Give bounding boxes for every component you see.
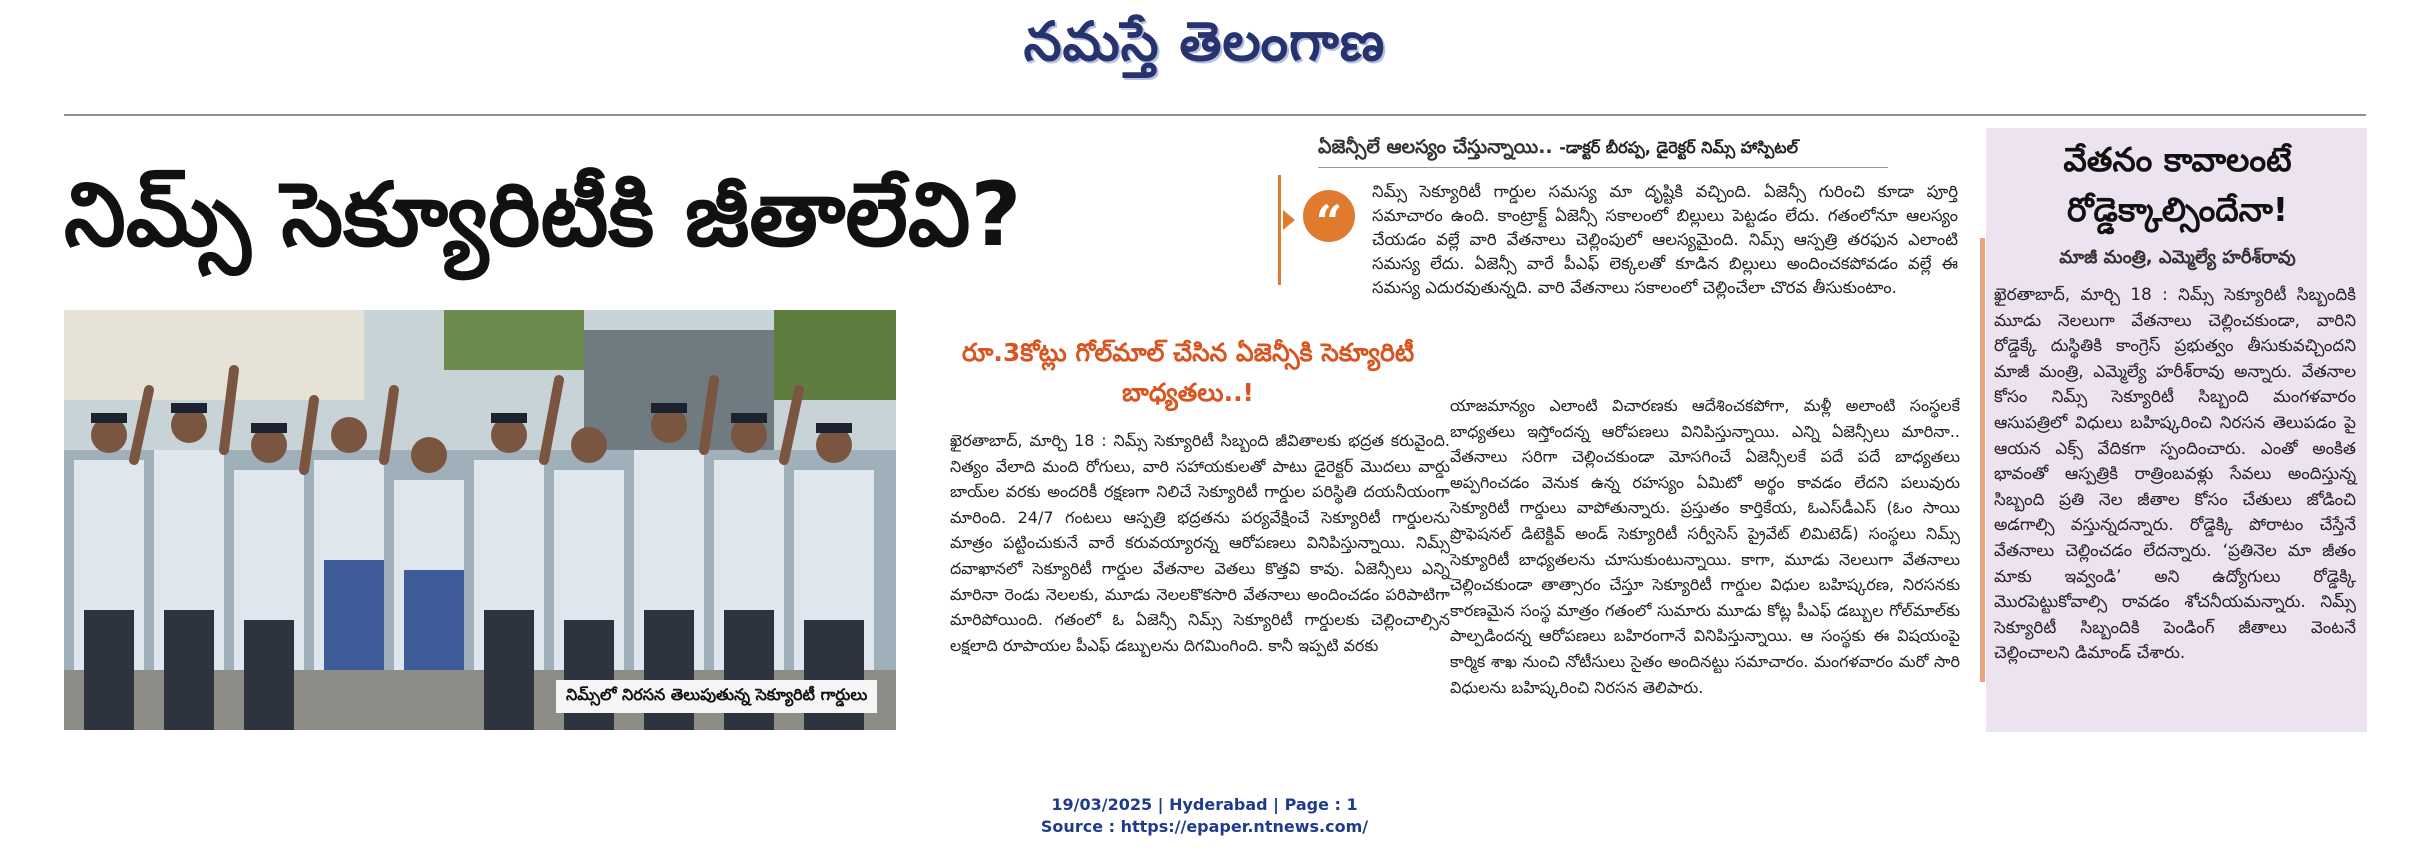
photo-caption: నిమ్స్‌లో నిరసన తెలుపుతున్న సెక్యూరిటీ గార్డులు <box>556 680 877 713</box>
quote-accent-line <box>1278 175 1281 285</box>
article-body-column-2: యాజమాన్యం ఎలాంటి విచారణకు ఆదేశించకపోగా, మళ్లీ అలాంటి సంస్థలకే బాధ్యతలు ఇస్తోందన్న ఆరోపణలు వినిపిస్తున్నాయి. ఎన్ని ఏజెన్సీలు మారినా.. వేతనాలు సరిగా చెల్లించకుండా మోసగించే ఏజెన్సీలకే పదే పదే బాధ్యతలు అప్పగించడం వెనుక ఉన్న రహస్యం ఏమిటో అర్థం కావడం లేదని పలువురు సెక్యూరిటీ గార్డులు వాపోతున్నారు. ప్రస్తుతం కార్తికేయ, ఓఎస్‌డీఎస్ (ఓం సాయి ప్రొఫెషనల్ డిటెక్టివ్ అండ్ సెక్యూరిటీ సర్వీసెస్ ప్రైవేట్ లిమిటెడ్) సంస్థలు నిమ్స్ సెక్యూరిటీ బాధ్యతలను చూసుకుంటున్నాయి. కాగా, మూడు నెలలుగా వేతనాలు చెల్లించకుండా తాత్సారం చేస్తూ సెక్యూరిటీ గార్డుల విధుల బహిష్కరణ, నిరసనకు కారణమైన సంస్థ మాత్రం గతంలో సుమారు మూడు కోట్ల పీఎఫ్ డబ్బుల గోల్‌మాల్‌కు పాల్పడిందన్న ఆరోపణలు బహిరంగానే వినిపిస్తున్నాయి. ఆ సంస్థకు ఈ విషయంపై కార్మిక శాఖ నుంచి నోటీసులు సైతం అందినట్టు సమాచారం. మంగళవారం మరో సారి విధులను బహిష్కరించి నిరసన తెలిపారు. <box>1450 396 1960 697</box>
footer-date-line: 19/03/2025 | Hyderabad | Page : 1 <box>1051 795 1358 814</box>
sidebar-byline: మాజీ మంత్రి, ఎమ్మెల్యే హరీశ్‌రావు <box>2059 247 2296 268</box>
page-footer <box>0 794 2409 838</box>
masthead-logo: నమస్తే తెలంగాణ <box>1023 9 1386 73</box>
quote-divider <box>1318 167 1888 168</box>
sidebar-headline-line-2: రోడ్డెక్కాల్సిందేనా! <box>2067 190 2288 229</box>
protest-photo <box>64 310 896 730</box>
quote-body: నిమ్స్ సెక్యూరిటీ గార్డుల సమస్య మా దృష్టికి వచ్చింది. ఏజెన్సీ గురించి కూడా పూర్తి సమాచారం ఉంది. కాంట్రాక్ట్ ఏజెన్సీ సకాలంలో బిల్లులు పెట్టడం లేదు. గతంలోనూ ఆలస్యం చేయడం వల్లే వారి వేతనాలు చెల్లింపులో ఆలస్యమైంది. నిమ్స్ ఆస్పత్రి తరఫున ఎలాంటి సమస్య లేదు. ఏజెన్సీ వారే పీఎఫ్ లెక్కలతో కూడిన బిల్లులు అందించకపోవడం వల్లే ఈ సమస్య ఎదురవుతున్నది. వారి వేతనాలు సకాలంలో చెల్లించేలా చొరవ తీసుకుంటాం. <box>1372 182 1958 297</box>
protest-photo-image <box>64 310 896 730</box>
sidebar-headline-line-1: వేతనం కావాలంటే <box>2063 140 2292 179</box>
quote-mark-icon: “ <box>1303 190 1355 242</box>
article-headline: నిమ్స్ సెక్యూరిటీకి జీతాలేవి? <box>64 163 1022 266</box>
quote-heading <box>1318 136 1918 163</box>
sidebar-headline <box>1995 135 2360 235</box>
masthead-divider <box>64 114 2366 116</box>
quote-arrow-icon <box>1283 210 1295 230</box>
article-body-column-1: ఖైరతాబాద్, మార్చి 18 : నిమ్స్ సెక్యూరిటీ సిబ్బంది జీవితాలకు భద్రత కరువైంది. నిత్యం వేలాది మంది రోగులు, వారి సహాయకులతో పాటు డైరెక్టర్ మొదలు వార్డు బాయ్‌ల వరకు అందరికీ రక్షణగా నిలిచే సెక్యూరిటీ గార్డుల పరిస్థితి దయనీయంగా మారింది. 24/7 గంటలు ఆస్పత్రి భద్రతను పర్యవేక్షించే సెక్యూరిటీ గార్డులను మాత్రం పట్టించుకునే వారే కరువయ్యారన్న ఆరోపణలు వినిపిస్తున్నాయి. నిమ్స్ దవాఖానలో సెక్యూరిటీ గార్డుల వేతనాల వెతలు కొత్తవి కావు. ఏజెన్సీలు ఎన్ని మారినా రెండు నెలలకు, మూడు నెలలకొకసారి వేతనాలు అందించడం పరిపాటిగా మారిపోయింది. గతంలో ఓ ఏజెన్సీ నిమ్స్ సెక్యూరిటీ గార్డులకు చెల్లించాల్సిన లక్షలాది రూపాయల పీఎఫ్ డబ్బులను దిగమింగింది. కానీ ఇప్పటి వరకు <box>950 431 1450 655</box>
article-subheadline: రూ.3కోట్లు గోల్‌మాల్ చేసిన ఏజెన్సీకి సెక్యూరిటీ బాధ్యతలు..! <box>961 338 1415 407</box>
quote-heading-text: ఏజెన్సీలే ఆలస్యం చేస్తున్నాయి.. <box>1318 136 1553 158</box>
sidebar-accent-bar <box>1980 238 1985 682</box>
sidebar-body: ఖైరతాబాద్, మార్చి 18 : నిమ్స్ సెక్యూరిటీ సిబ్బందికి మూడు నెలలుగా వేతనాలు చెల్లించకుండా, వారిని రోడ్డెక్కే దుస్థితికి కాంగ్రెస్ ప్రభుత్వం తీసుకువచ్చిందని మాజీ మంత్రి, ఎమ్మెల్యే హరీశ్‌రావు అన్నారు. వేతనాల కోసం నిమ్స్ సెక్యూరిటీ సిబ్బంది మంగళవారం ఆసుపత్రిలో విధులు బహిష్కరించి నిరసన తెలుపడం పై ఆయన ఎక్స్ వేదికగా స్పందించారు. ఎంతో అంకిత భావంతో ఆస్పత్రికి రాత్రింబవళ్లు సేవలు అందిస్తున్న సిబ్బంది ప్రతి నెల జీతాల కోసం చేతులు జోడించి అడగాల్సి వస్తున్నదన్నారు. రోడ్డెక్కి పోరాటం చేస్తేనే వేతనాలు చెల్లించడం లేదన్నారు. ‘ప్రతినెల మా జీతం మాకు ఇవ్వండి’ అని ఉద్యోగులు రోడ్డెక్కి మొరపెట్టుకోవాల్సి రావడం శోచనీయమన్నారు. నిమ్స్ సెక్యూరిటీ సిబ్బందికి పెండింగ్ జీతాలు వెంటనే చెల్లించాలని డిమాండ్ చేశారు. <box>1994 284 2356 663</box>
footer-source-line: Source : https://epaper.ntnews.com/ <box>1040 817 1369 836</box>
quote-source: -డాక్టర్ బీరప్ప, డైరెక్టర్ నిమ్స్ హాస్పిటల్ <box>1559 138 1798 157</box>
